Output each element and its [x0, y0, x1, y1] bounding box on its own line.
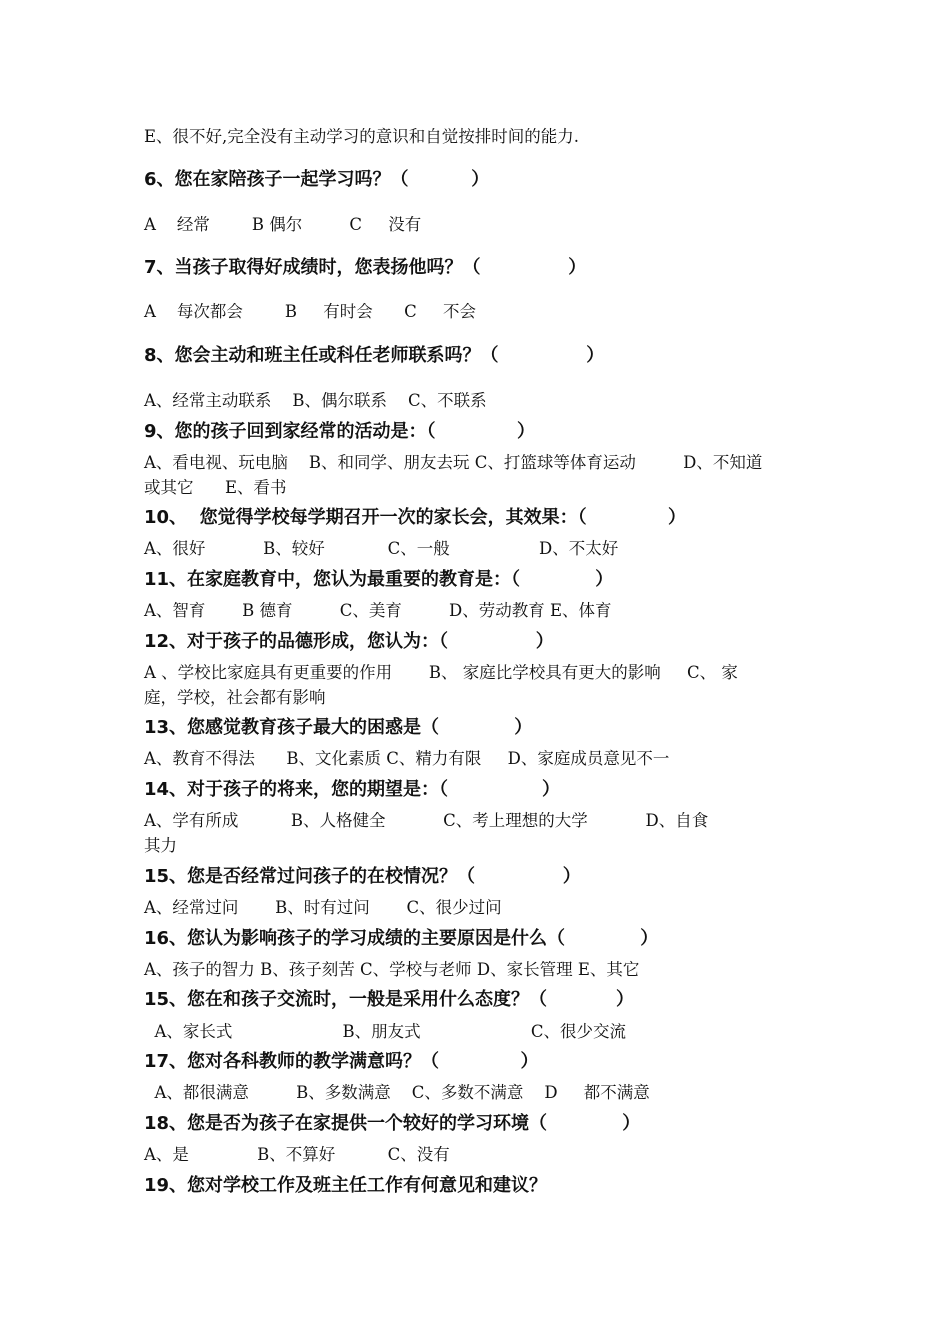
question-18: 18、您是否为孩子在家提供一个较好的学习环境（ ）: [144, 1113, 641, 1134]
answer-line-15b: A、家长式 B、朋友式 C、很少交流: [144, 1022, 626, 1041]
question-8: 8、您会主动和班主任或科任老师联系吗？（ ）: [144, 345, 605, 366]
answer-line-6: A 经常 B 偶尔 C 没有: [144, 215, 422, 234]
answer-line-14b: 其力: [144, 836, 177, 855]
answer-line-14a: A、学有所成 B、人格健全 C、考上理想的大学 D、自食: [144, 811, 709, 830]
answer-line-16: A、孩子的智力 B、孩子刻苦 C、学校与老师 D、家长管理 E、其它: [144, 960, 640, 979]
question-7: 7、当孩子取得好成绩时，您表扬他吗？（ ）: [144, 257, 587, 278]
answer-line-9b: 或其它 E、看书: [144, 478, 287, 497]
answer-line-18: A、是 B、不算好 C、没有: [144, 1145, 450, 1164]
question-15b: 15、您在和孩子交流时，一般是采用什么态度？（ ）: [144, 989, 634, 1010]
answer-line-7: A 每次都会 B 有时会 C 不会: [144, 302, 477, 321]
question-9: 9、您的孩子回到家经常的活动是：（ ）: [144, 421, 535, 442]
answer-line-12a: A 、学校比家庭具有更重要的作用 B、 家庭比学校具有更大的影响 C、 家: [144, 663, 738, 682]
question-11: 11、在家庭教育中，您认为最重要的教育是：（ ）: [144, 569, 614, 590]
answer-line-17: A、都很满意 B、多数满意 C、多数不满意 D 都不满意: [144, 1083, 650, 1102]
answer-line-8: A、经常主动联系 B、偶尔联系 C、不联系: [144, 391, 487, 410]
answer-line-10: A、很好 B、较好 C、一般 D、不太好: [144, 539, 619, 558]
question-12: 12、对于孩子的品德形成，您认为：（ ）: [144, 631, 554, 652]
answer-line-5e: E、很不好,完全没有主动学习的意识和自觉按排时间的能力.: [144, 127, 580, 146]
question-10: 10、 您觉得学校每学期召开一次的家长会，其效果：（ ）: [144, 507, 687, 528]
question-17: 17、您对各科教师的教学满意吗？（ ）: [144, 1051, 539, 1072]
question-13: 13、您感觉教育孩子最大的困惑是（ ）: [144, 717, 533, 738]
answer-line-13: A、教育不得法 B、文化素质 C、精力有限 D、家庭成员意见不一: [144, 749, 670, 768]
answer-line-11: A、智育 B 德育 C、美育 D、劳动教育 E、体育: [144, 601, 612, 620]
question-14: 14、对于孩子的将来，您的期望是：（ ）: [144, 779, 561, 800]
question-16: 16、您认为影响孩子的学习成绩的主要原因是什么（ ）: [144, 928, 659, 949]
answer-line-12b: 庭，学校，社会都有影响: [144, 688, 326, 707]
answer-line-15: A、经常过问 B、时有过问 C、很少过问: [144, 898, 502, 917]
question-15: 15、您是否经常过问孩子的在校情况？（ ）: [144, 866, 581, 887]
answer-line-9a: A、看电视、玩电脑 B、和同学、朋友去玩 C、打篮球等体育运动 D、不知道: [144, 453, 763, 472]
question-19: 19、您对学校工作及班主任工作有何意见和建议？: [144, 1175, 548, 1196]
question-6: 6、您在家陪孩子一起学习吗？（ ）: [144, 169, 490, 190]
